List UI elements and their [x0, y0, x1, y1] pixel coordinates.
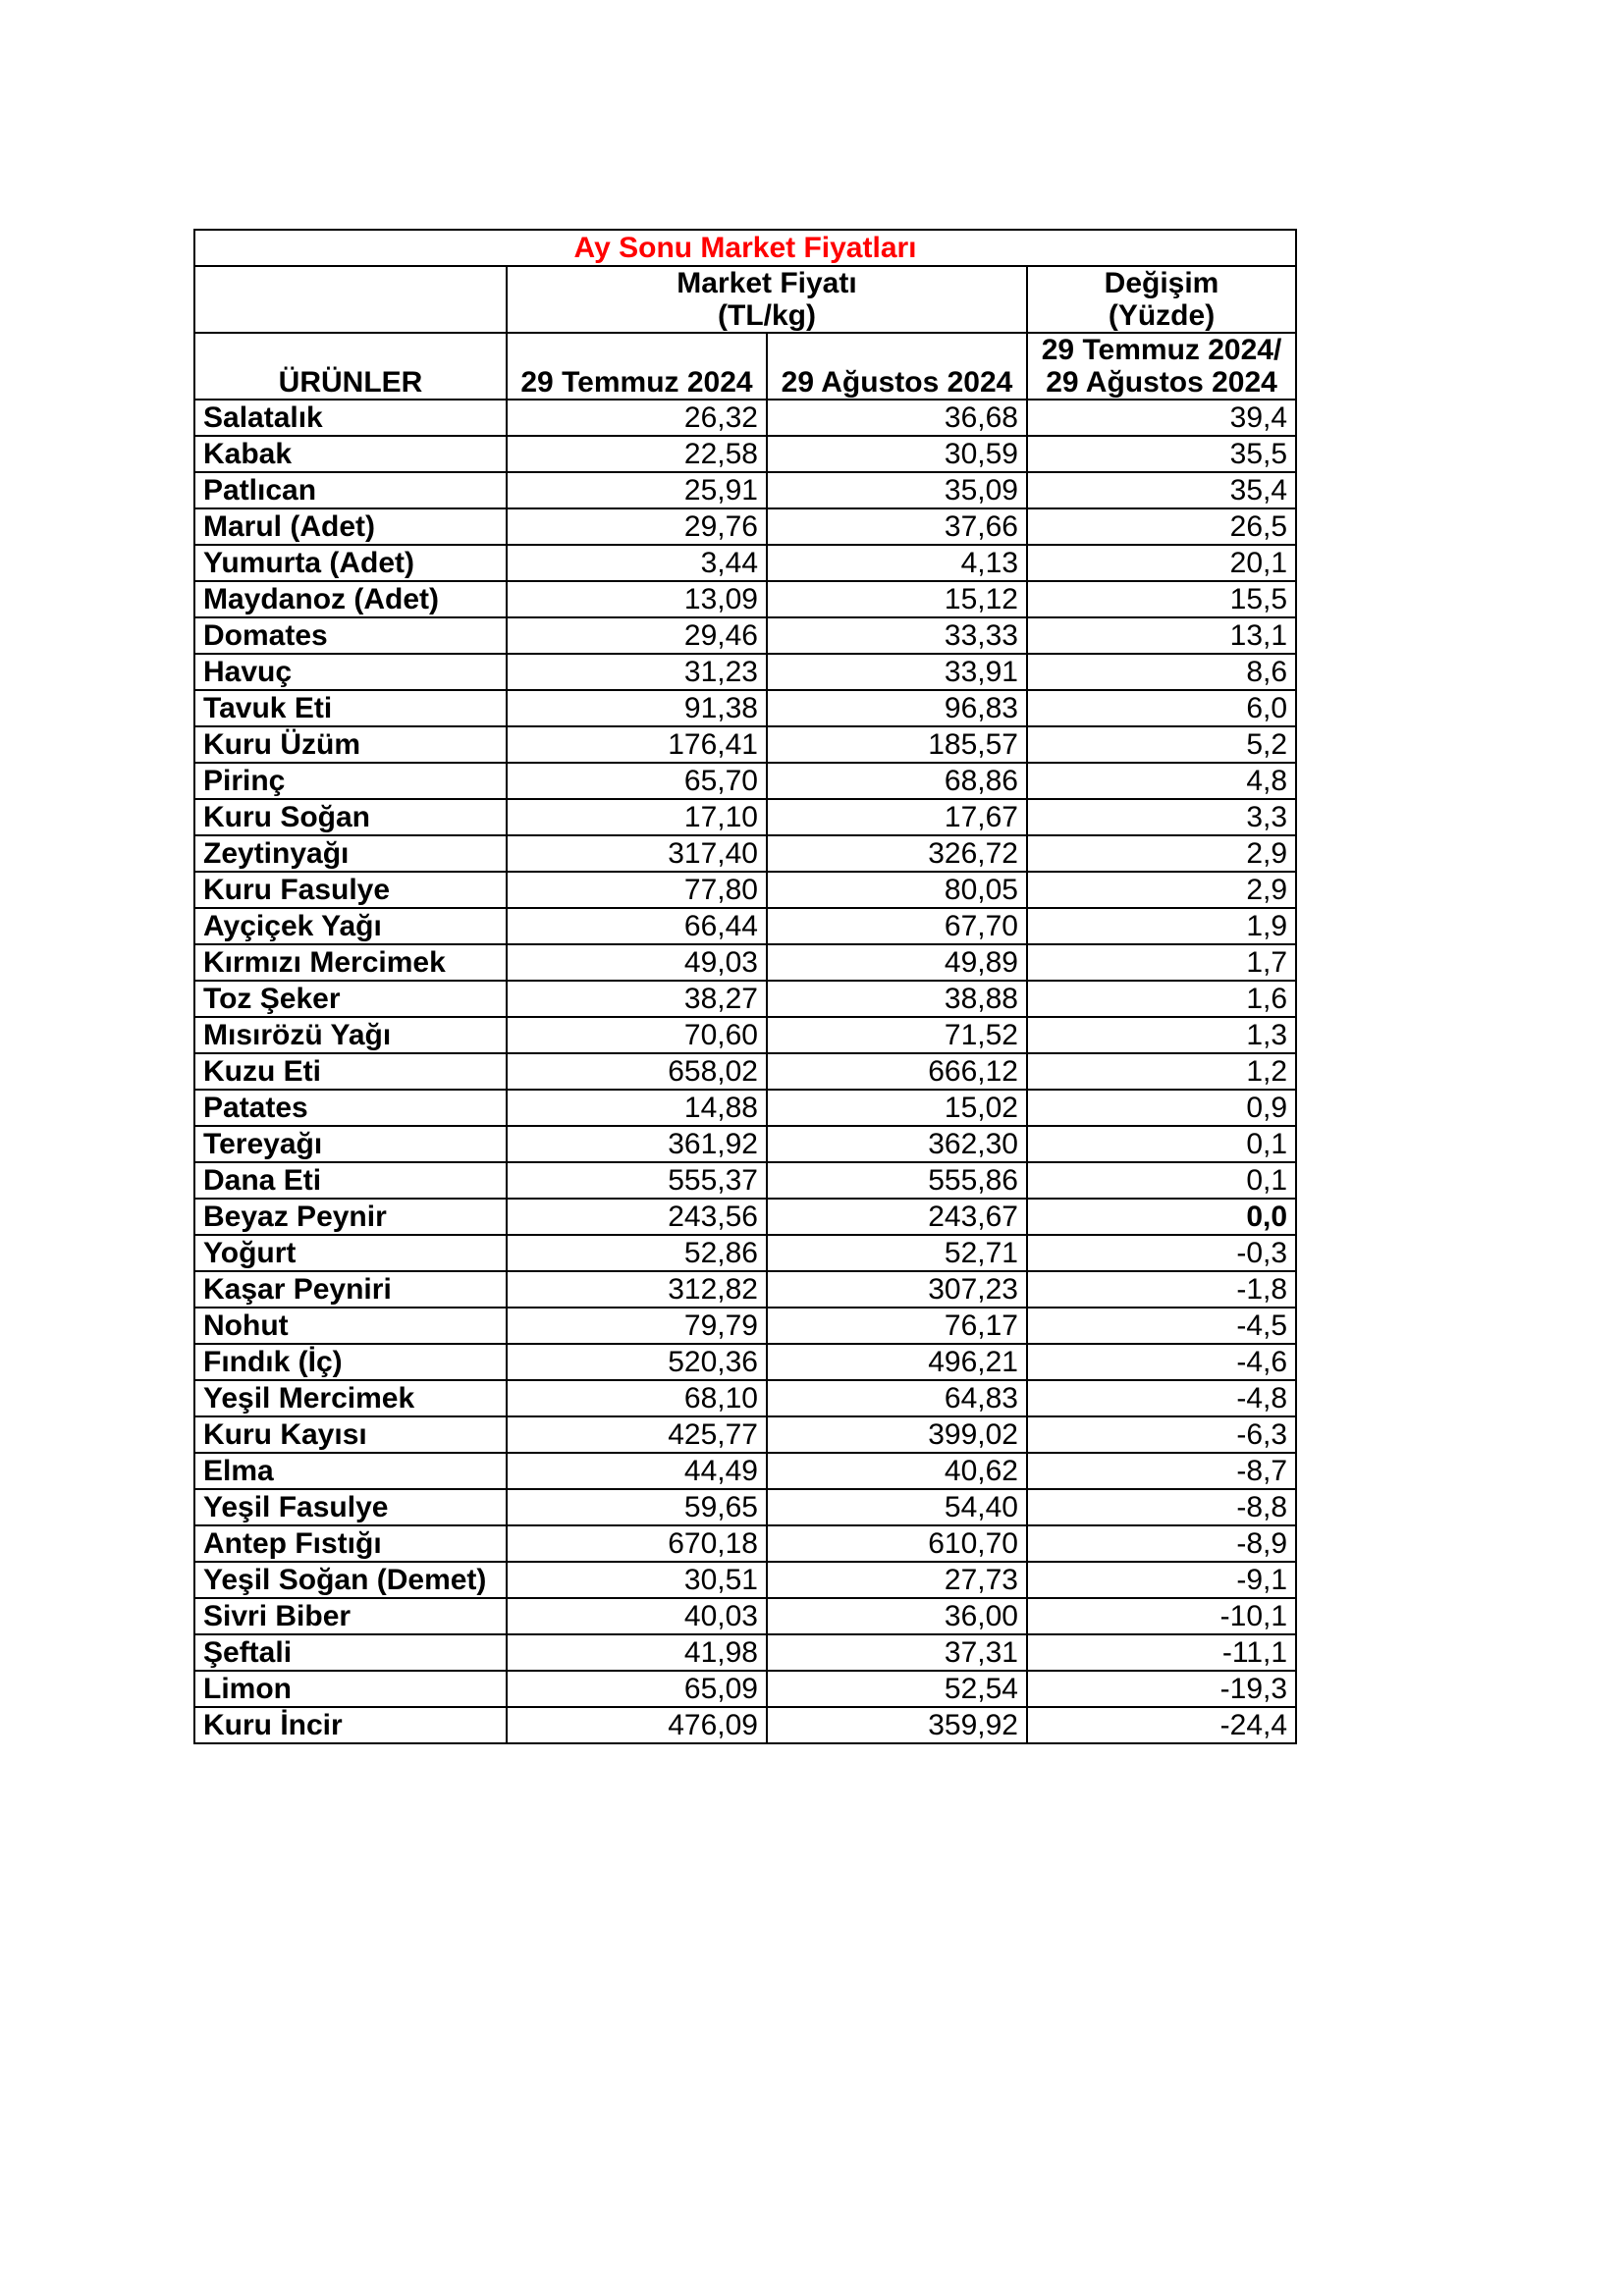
change-cell: 35,4	[1027, 472, 1296, 508]
product-cell: Toz Şeker	[194, 981, 507, 1017]
change-cell: -0,3	[1027, 1235, 1296, 1271]
price-july-cell: 17,10	[507, 799, 767, 835]
change-cell: 26,5	[1027, 508, 1296, 545]
price-july-cell: 29,46	[507, 617, 767, 654]
price-july-cell: 425,77	[507, 1416, 767, 1453]
price-august-cell: 399,02	[767, 1416, 1027, 1453]
price-august-cell: 36,68	[767, 400, 1027, 436]
table-row	[194, 1634, 1296, 1671]
price-july-cell: 243,56	[507, 1199, 767, 1235]
product-cell: Yeşil Soğan (Demet)	[194, 1562, 507, 1598]
table-row	[194, 690, 1296, 726]
change-cell: -4,6	[1027, 1344, 1296, 1380]
change-cell: 35,5	[1027, 436, 1296, 472]
table-row	[194, 545, 1296, 581]
change-cell: 1,7	[1027, 944, 1296, 981]
price-header-line1: Market Fiyatı	[677, 267, 857, 299]
price-august-cell: 15,02	[767, 1090, 1027, 1126]
table-row	[194, 654, 1296, 690]
product-cell: Dana Eti	[194, 1162, 507, 1199]
price-august-cell: 64,83	[767, 1380, 1027, 1416]
change-cell: -11,1	[1027, 1634, 1296, 1671]
price-august-cell: 96,83	[767, 690, 1027, 726]
price-july-cell: 520,36	[507, 1344, 767, 1380]
price-august-cell: 36,00	[767, 1598, 1027, 1634]
price-august-cell: 359,92	[767, 1707, 1027, 1743]
change-period-header	[1027, 333, 1296, 400]
table-title: Ay Sonu Market Fiyatları	[194, 230, 1296, 266]
change-cell: -4,8	[1027, 1380, 1296, 1416]
product-cell: Tereyağı	[194, 1126, 507, 1162]
change-cell: 15,5	[1027, 581, 1296, 617]
change-cell: 8,6	[1027, 654, 1296, 690]
product-cell: Elma	[194, 1453, 507, 1489]
price-august-cell: 54,40	[767, 1489, 1027, 1525]
price-july-cell: 317,40	[507, 835, 767, 872]
product-cell: Kırmızı Mercimek	[194, 944, 507, 981]
product-cell: Marul (Adet)	[194, 508, 507, 545]
table-row	[194, 400, 1296, 436]
price-august-cell: 185,57	[767, 726, 1027, 763]
change-cell: -1,8	[1027, 1271, 1296, 1308]
change-cell: 1,6	[1027, 981, 1296, 1017]
table-row	[194, 763, 1296, 799]
table-row	[194, 617, 1296, 654]
table-row	[194, 436, 1296, 472]
table-row	[194, 1453, 1296, 1489]
price-july-cell: 41,98	[507, 1634, 767, 1671]
price-august-cell: 15,12	[767, 581, 1027, 617]
product-cell: Patlıcan	[194, 472, 507, 508]
change-cell: 4,8	[1027, 763, 1296, 799]
change-cell: -4,5	[1027, 1308, 1296, 1344]
table-row	[194, 799, 1296, 835]
product-cell: Yoğurt	[194, 1235, 507, 1271]
price-july-cell: 30,51	[507, 1562, 767, 1598]
change-cell: -8,9	[1027, 1525, 1296, 1562]
table-row	[194, 1344, 1296, 1380]
change-cell: 6,0	[1027, 690, 1296, 726]
date1-header: 29 Temmuz 2024	[507, 333, 767, 400]
price-header	[507, 266, 1027, 333]
change-header-line2: (Yüzde)	[1108, 299, 1216, 332]
price-august-cell: 326,72	[767, 835, 1027, 872]
table-row	[194, 472, 1296, 508]
price-august-cell: 307,23	[767, 1271, 1027, 1308]
product-cell: Zeytinyağı	[194, 835, 507, 872]
price-july-cell: 361,92	[507, 1126, 767, 1162]
change-cell: -10,1	[1027, 1598, 1296, 1634]
table-row	[194, 1707, 1296, 1743]
product-cell: Kuru Soğan	[194, 799, 507, 835]
change-cell: 2,9	[1027, 872, 1296, 908]
table-row	[194, 581, 1296, 617]
product-cell: Limon	[194, 1671, 507, 1707]
product-cell: Maydanoz (Adet)	[194, 581, 507, 617]
price-august-cell: 76,17	[767, 1308, 1027, 1344]
change-cell: 0,1	[1027, 1162, 1296, 1199]
change-cell: 0,1	[1027, 1126, 1296, 1162]
table-row	[194, 1126, 1296, 1162]
product-cell: Salatalık	[194, 400, 507, 436]
table-row	[194, 1598, 1296, 1634]
date2-header: 29 Ağustos 2024	[767, 333, 1027, 400]
product-cell: Şeftali	[194, 1634, 507, 1671]
price-july-cell: 52,86	[507, 1235, 767, 1271]
product-cell: Domates	[194, 617, 507, 654]
price-july-cell: 555,37	[507, 1162, 767, 1199]
product-cell: Pirinç	[194, 763, 507, 799]
product-cell: Kabak	[194, 436, 507, 472]
price-august-cell: 496,21	[767, 1344, 1027, 1380]
change-period-line1: 29 Temmuz 2024/	[1041, 334, 1282, 366]
price-july-cell: 26,32	[507, 400, 767, 436]
product-cell: Mısırözü Yağı	[194, 1017, 507, 1053]
change-cell: 3,3	[1027, 799, 1296, 835]
price-july-cell: 25,91	[507, 472, 767, 508]
change-cell: -8,7	[1027, 1453, 1296, 1489]
price-august-cell: 666,12	[767, 1053, 1027, 1090]
change-cell: 1,3	[1027, 1017, 1296, 1053]
change-cell: -24,4	[1027, 1707, 1296, 1743]
product-cell: Tavuk Eti	[194, 690, 507, 726]
change-period-line2: 29 Ağustos 2024	[1046, 366, 1277, 399]
price-july-cell: 670,18	[507, 1525, 767, 1562]
price-august-cell: 37,66	[767, 508, 1027, 545]
table-row	[194, 1199, 1296, 1235]
table-row	[194, 1380, 1296, 1416]
price-july-cell: 22,58	[507, 436, 767, 472]
price-july-cell: 14,88	[507, 1090, 767, 1126]
change-cell: -8,8	[1027, 1489, 1296, 1525]
price-august-cell: 555,86	[767, 1162, 1027, 1199]
header-row-1	[194, 266, 1296, 333]
price-july-cell: 312,82	[507, 1271, 767, 1308]
header-empty-cell	[194, 266, 507, 333]
price-july-cell: 31,23	[507, 654, 767, 690]
price-august-cell: 37,31	[767, 1634, 1027, 1671]
product-cell: Patates	[194, 1090, 507, 1126]
change-cell: 0,9	[1027, 1090, 1296, 1126]
price-august-cell: 17,67	[767, 799, 1027, 835]
price-july-cell: 65,70	[507, 763, 767, 799]
price-august-cell: 68,86	[767, 763, 1027, 799]
table-row	[194, 1489, 1296, 1525]
change-cell: -19,3	[1027, 1671, 1296, 1707]
change-cell: -9,1	[1027, 1562, 1296, 1598]
change-header-line1: Değişim	[1104, 267, 1219, 299]
price-august-cell: 243,67	[767, 1199, 1027, 1235]
product-cell: Beyaz Peynir	[194, 1199, 507, 1235]
price-july-cell: 49,03	[507, 944, 767, 981]
table-row	[194, 1090, 1296, 1126]
price-august-cell: 49,89	[767, 944, 1027, 981]
table-row	[194, 1162, 1296, 1199]
price-table	[193, 229, 1297, 1744]
table-row	[194, 1053, 1296, 1090]
table-row	[194, 1416, 1296, 1453]
price-august-cell: 33,33	[767, 617, 1027, 654]
price-july-cell: 29,76	[507, 508, 767, 545]
product-cell: Kuru Üzüm	[194, 726, 507, 763]
table-row	[194, 726, 1296, 763]
table-row	[194, 981, 1296, 1017]
price-july-cell: 68,10	[507, 1380, 767, 1416]
price-august-cell: 4,13	[767, 545, 1027, 581]
price-august-cell: 35,09	[767, 472, 1027, 508]
product-cell: Fındık (İç)	[194, 1344, 507, 1380]
price-august-cell: 610,70	[767, 1525, 1027, 1562]
table-row	[194, 1562, 1296, 1598]
price-august-cell: 27,73	[767, 1562, 1027, 1598]
product-cell: Kuru İncir	[194, 1707, 507, 1743]
price-july-cell: 38,27	[507, 981, 767, 1017]
change-cell: 1,9	[1027, 908, 1296, 944]
product-cell: Havuç	[194, 654, 507, 690]
price-august-cell: 40,62	[767, 1453, 1027, 1489]
price-july-cell: 476,09	[507, 1707, 767, 1743]
table-row	[194, 1017, 1296, 1053]
price-july-cell: 79,79	[507, 1308, 767, 1344]
price-header-line2: (TL/kg)	[718, 299, 816, 332]
change-header	[1027, 266, 1296, 333]
change-cell: -6,3	[1027, 1416, 1296, 1453]
price-july-cell: 3,44	[507, 545, 767, 581]
price-august-cell: 80,05	[767, 872, 1027, 908]
price-july-cell: 59,65	[507, 1489, 767, 1525]
product-cell: Kuru Kayısı	[194, 1416, 507, 1453]
price-august-cell: 67,70	[767, 908, 1027, 944]
price-august-cell: 52,71	[767, 1235, 1027, 1271]
price-august-cell: 38,88	[767, 981, 1027, 1017]
table-row	[194, 1671, 1296, 1707]
header-row-2	[194, 333, 1296, 400]
product-cell: Kuzu Eti	[194, 1053, 507, 1090]
product-cell: Antep Fıstığı	[194, 1525, 507, 1562]
price-august-cell: 30,59	[767, 436, 1027, 472]
table-row	[194, 944, 1296, 981]
price-august-cell: 362,30	[767, 1126, 1027, 1162]
product-cell: Yumurta (Adet)	[194, 545, 507, 581]
product-cell: Kuru Fasulye	[194, 872, 507, 908]
product-cell: Kaşar Peyniri	[194, 1271, 507, 1308]
change-cell: 13,1	[1027, 617, 1296, 654]
table-row	[194, 872, 1296, 908]
product-cell: Yeşil Mercimek	[194, 1380, 507, 1416]
change-cell: 2,9	[1027, 835, 1296, 872]
price-august-cell: 33,91	[767, 654, 1027, 690]
table-row	[194, 1308, 1296, 1344]
table-row	[194, 908, 1296, 944]
price-july-cell: 70,60	[507, 1017, 767, 1053]
price-july-cell: 66,44	[507, 908, 767, 944]
price-july-cell: 77,80	[507, 872, 767, 908]
price-july-cell: 13,09	[507, 581, 767, 617]
table-row	[194, 1271, 1296, 1308]
price-july-cell: 176,41	[507, 726, 767, 763]
products-header: ÜRÜNLER	[194, 333, 507, 400]
product-cell: Ayçiçek Yağı	[194, 908, 507, 944]
title-row	[194, 230, 1296, 266]
price-july-cell: 65,09	[507, 1671, 767, 1707]
change-cell: 39,4	[1027, 400, 1296, 436]
table-row	[194, 1235, 1296, 1271]
price-august-cell: 71,52	[767, 1017, 1027, 1053]
product-cell: Yeşil Fasulye	[194, 1489, 507, 1525]
change-cell: 5,2	[1027, 726, 1296, 763]
price-july-cell: 40,03	[507, 1598, 767, 1634]
price-july-cell: 658,02	[507, 1053, 767, 1090]
price-july-cell: 44,49	[507, 1453, 767, 1489]
product-cell: Nohut	[194, 1308, 507, 1344]
table-row	[194, 508, 1296, 545]
table-row	[194, 1525, 1296, 1562]
change-cell: 1,2	[1027, 1053, 1296, 1090]
table-row	[194, 835, 1296, 872]
price-july-cell: 91,38	[507, 690, 767, 726]
change-cell: 20,1	[1027, 545, 1296, 581]
change-cell: 0,0	[1027, 1199, 1296, 1235]
product-cell: Sivri Biber	[194, 1598, 507, 1634]
price-august-cell: 52,54	[767, 1671, 1027, 1707]
